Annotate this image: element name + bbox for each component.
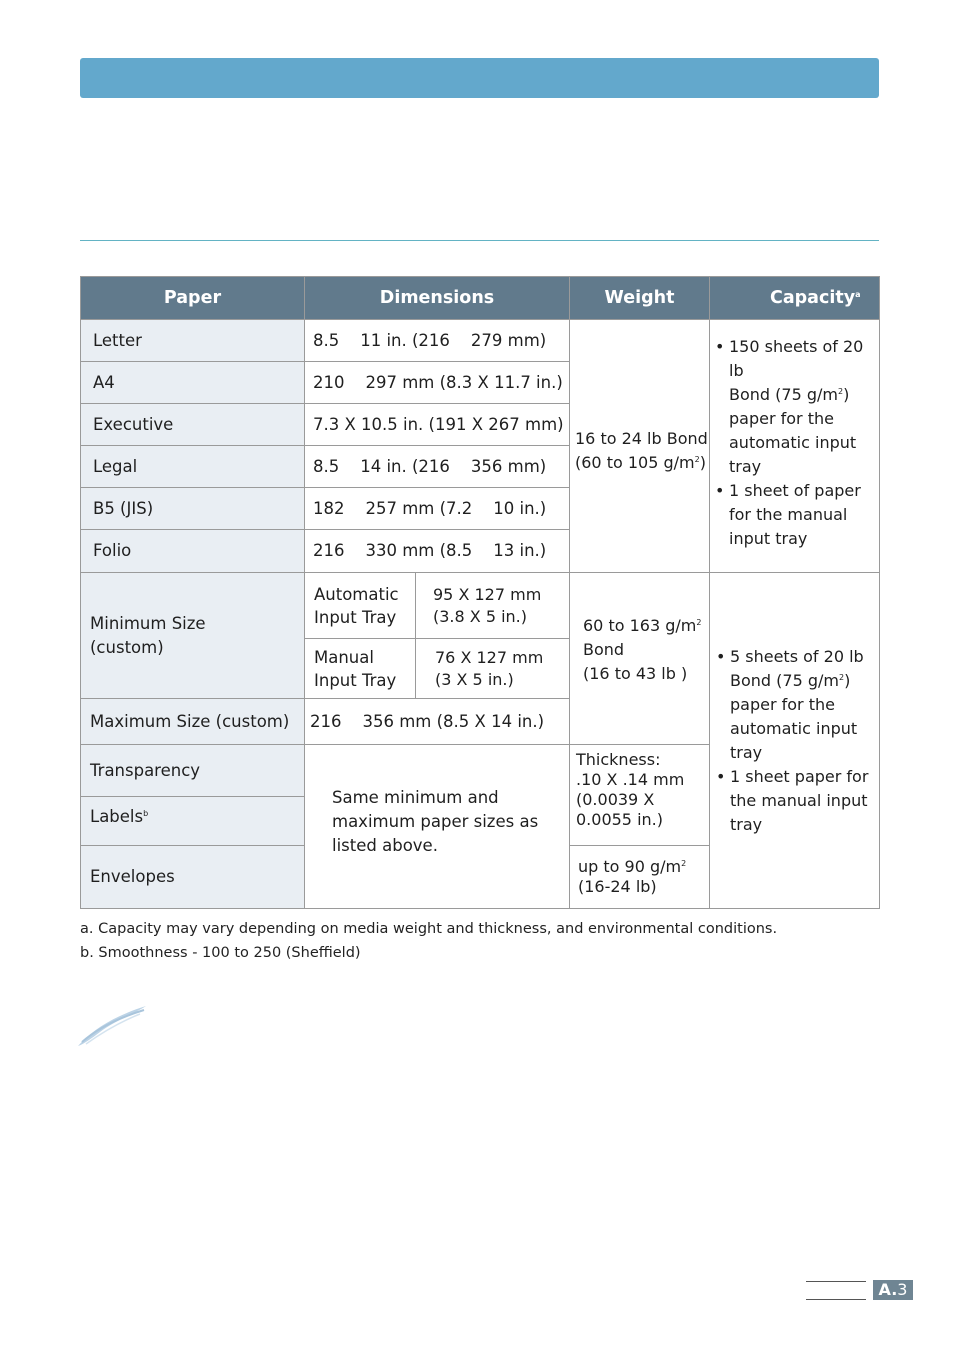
capacity-standard bbox=[710, 320, 880, 573]
cs-item1-l2: Bond (75 g/m bbox=[729, 385, 838, 404]
cs-item1-l5: tray bbox=[729, 457, 762, 476]
header-weight: Weight bbox=[570, 277, 710, 320]
same-sizes-l3: listed above. bbox=[332, 835, 438, 855]
paper-transparency: Transparency bbox=[81, 745, 305, 797]
page-number-prefix: A. bbox=[878, 1280, 898, 1299]
paper-envelopes: Envelopes bbox=[81, 846, 305, 909]
cs-item2-l2: for the manual bbox=[729, 505, 848, 524]
table-row bbox=[81, 573, 880, 639]
thickness-l2: .10 X .14 mm bbox=[576, 770, 685, 789]
thickness-l4: 0.0055 in.) bbox=[576, 810, 663, 829]
footnote-b: b. Smoothness - 100 to 250 (Sheffield) bbox=[80, 945, 361, 961]
labels-label: Labels bbox=[90, 806, 144, 826]
env-weight-sup: 2 bbox=[681, 859, 687, 868]
min-auto-dim-l2: (3.8 X 5 in.) bbox=[433, 606, 527, 626]
weight-custom-l1: 60 to 163 g/m bbox=[583, 615, 697, 635]
min-auto-l1: Automatic bbox=[314, 584, 399, 604]
min-auto-l2: Input Tray bbox=[314, 607, 397, 627]
dimensions-max-size: 216 356 mm (8.5 X 14 in.) bbox=[305, 699, 570, 745]
weight-standard-line2: (60 to 105 g/m bbox=[575, 453, 695, 472]
cs-item1-l4: automatic input bbox=[729, 433, 857, 452]
weight-standard bbox=[570, 320, 710, 573]
paper-letter: Letter bbox=[81, 320, 305, 362]
weight-standard-line2-end: ) bbox=[699, 453, 706, 472]
cc-item2-l1: 1 sheet paper for bbox=[730, 766, 869, 786]
thickness-l1: Thickness: bbox=[576, 750, 661, 769]
paper-labels bbox=[81, 797, 305, 846]
capacity-custom-item-1 bbox=[716, 645, 877, 765]
brush-stroke-icon bbox=[74, 1002, 150, 1050]
capacity-custom-item-2 bbox=[716, 765, 877, 837]
min-manual-l1: Manual bbox=[314, 647, 374, 667]
same-sizes-l2: maximum paper sizes as bbox=[332, 811, 539, 831]
capacity-footnote-mark: a bbox=[855, 290, 861, 299]
paper-a4: A4 bbox=[81, 362, 305, 404]
paper-max-size: Maximum Size (custom) bbox=[81, 699, 305, 745]
cs-item1-l2-end: ) bbox=[843, 385, 850, 404]
header-capacity-label: Capacity bbox=[770, 288, 856, 308]
cs-item1-sup: 2 bbox=[837, 387, 844, 396]
min-auto-tray bbox=[305, 573, 416, 639]
cc-item1-l2: Bond (75 g/m bbox=[730, 670, 839, 690]
section-divider bbox=[80, 240, 879, 241]
weight-custom-l3: (16 to 43 lb ) bbox=[583, 663, 688, 683]
min-manual-l2: Input Tray bbox=[314, 670, 397, 690]
table-header-row bbox=[81, 277, 880, 320]
dimensions-folio: 216 330 mm (8.5 13 in.) bbox=[305, 530, 570, 573]
paper-b5: B5 (JIS) bbox=[81, 488, 305, 530]
weight-standard-line1: 16 to 24 lb Bond bbox=[575, 429, 708, 448]
min-size-l1: Minimum Size bbox=[90, 613, 206, 633]
dimensions-a4: 210 297 mm (8.3 X 11.7 in.) bbox=[305, 362, 570, 404]
weight-envelopes bbox=[570, 846, 710, 909]
footnotes bbox=[80, 917, 777, 965]
cc-item1-l5: tray bbox=[730, 742, 763, 762]
page-number bbox=[873, 1280, 913, 1300]
capacity-custom bbox=[710, 573, 880, 909]
min-auto-dim-l1: 95 X 127 mm bbox=[433, 584, 542, 604]
cc-item1-l1: 5 sheets of 20 lb bbox=[730, 646, 864, 666]
dimensions-legal: 8.5 14 in. (216 356 mm) bbox=[305, 446, 570, 488]
cc-item1-sup: 2 bbox=[838, 672, 845, 682]
min-manual-tray bbox=[305, 639, 416, 699]
cc-item1-l3: paper for the bbox=[730, 694, 835, 714]
cs-item1-l1: 150 sheets of 20 lb bbox=[729, 337, 864, 380]
page-number-rule-top bbox=[806, 1281, 866, 1282]
min-auto-dims bbox=[416, 573, 570, 639]
table-row bbox=[81, 320, 880, 362]
weight-standard-sup: 2 bbox=[694, 455, 700, 464]
capacity-standard-item-1 bbox=[715, 335, 877, 479]
page-number-value: 3 bbox=[897, 1280, 908, 1299]
weight-custom-sup: 2 bbox=[696, 617, 702, 627]
header-capacity bbox=[710, 277, 880, 320]
env-weight-l2: (16-24 lb) bbox=[578, 877, 657, 896]
labels-footnote-mark: b bbox=[143, 808, 149, 818]
paper-legal: Legal bbox=[81, 446, 305, 488]
paper-min-size bbox=[81, 573, 305, 699]
header-banner bbox=[80, 58, 879, 98]
min-manual-dim-l1: 76 X 127 mm bbox=[435, 647, 544, 667]
paper-spec-table bbox=[80, 276, 880, 909]
footnote-a: a. Capacity may vary depending on media weight and thickness, and environmental conditions. bbox=[80, 921, 778, 937]
paper-executive: Executive bbox=[81, 404, 305, 446]
cc-item1-l4: automatic input bbox=[730, 718, 858, 738]
min-manual-dims bbox=[416, 639, 570, 699]
capacity-standard-item-2 bbox=[715, 479, 877, 551]
cc-item1-l2-end: ) bbox=[844, 670, 851, 690]
dimensions-executive: 7.3 X 10.5 in. (191 X 267 mm) bbox=[305, 404, 570, 446]
env-weight-l1: up to 90 g/m bbox=[578, 857, 682, 876]
cs-item2-l3: input tray bbox=[729, 529, 808, 548]
cc-item2-l3: tray bbox=[730, 814, 763, 834]
same-sizes-note bbox=[305, 745, 570, 909]
weight-thickness bbox=[570, 745, 710, 846]
cs-item1-l3: paper for the bbox=[729, 409, 834, 428]
weight-custom bbox=[570, 573, 710, 745]
cs-item2-l1: 1 sheet of paper bbox=[729, 481, 861, 500]
header-dimensions: Dimensions bbox=[305, 277, 570, 320]
dimensions-letter: 8.5 11 in. (216 279 mm) bbox=[305, 320, 570, 362]
dimensions-b5: 182 257 mm (7.2 10 in.) bbox=[305, 488, 570, 530]
header-paper: Paper bbox=[81, 277, 305, 320]
page-number-rule-bottom bbox=[806, 1299, 866, 1300]
weight-custom-l2: Bond bbox=[583, 639, 625, 659]
paper-folio: Folio bbox=[81, 530, 305, 573]
cc-item2-l2: the manual input bbox=[730, 790, 868, 810]
same-sizes-l1: Same minimum and bbox=[332, 787, 499, 807]
thickness-l3: (0.0039 X bbox=[576, 790, 655, 809]
min-manual-dim-l2: (3 X 5 in.) bbox=[435, 669, 514, 689]
min-size-l2: (custom) bbox=[90, 637, 164, 657]
